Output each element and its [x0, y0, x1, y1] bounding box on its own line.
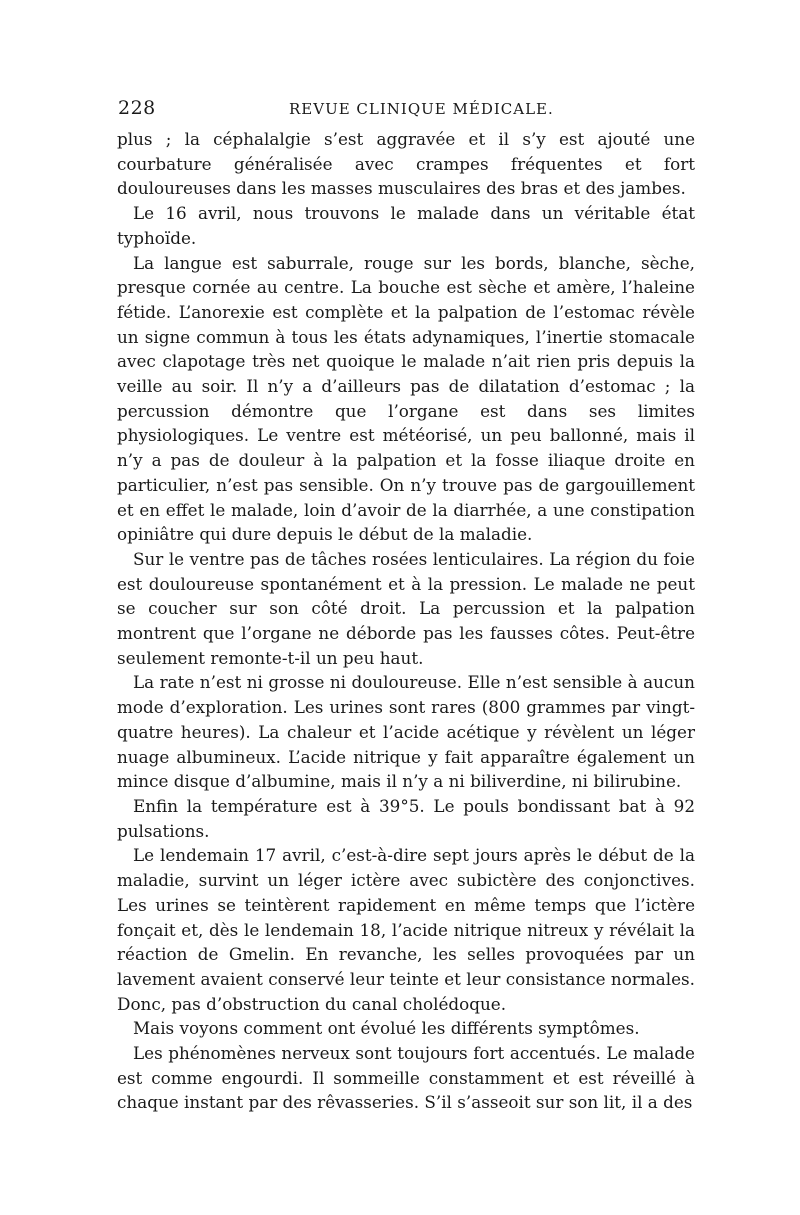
paragraph: Enfin la température est à 39°5. Le pouls bondissant bat à 92 pulsations.	[117, 795, 695, 841]
page-number: 228	[118, 97, 156, 119]
paragraph: Les phénomènes nerveux sont toujours fort accentués. Le malade est comme engourdi. Il sommeille constamment et est réveillé à chaque instant par des rêvasseries. S’il s’asseoit sur son lit, il a des	[117, 1043, 695, 1113]
paragraph: Mais voyons comment ont évolué les différents symptômes.	[133, 1018, 640, 1039]
paragraph: La rate n’est ni grosse ni douloureuse. Elle n’est sensible à aucun mode d’exploration. Les urines sont rares (800 grammes par vingt-quatre heures). La chaleur et l’acide acétique y révèlent un léger nuage albumineux. L’acide nitrique y fait apparaître également un mince disque d’albumine, mais il n’y a ni biliverdine, ni bilirubine.	[117, 672, 695, 792]
page-header	[118, 97, 693, 121]
body-text	[117, 127, 695, 1115]
paragraph: Le lendemain 17 avril, c’est-à-dire sept jours après le début de la maladie, survint un léger ictère avec subictère des conjonctives. Les urines se teintèrent rapidement en même temps que l’ictère fonçait et, dès le lendemain 18, l’acide nitrique nitreux y révélait la réaction de Gmelin. En revanche, les selles provoquées par un lavement avaient conservé leur teinte et leur consistance normales. Donc, pas d’obstruction du canal cholédoque.	[117, 845, 695, 1014]
paragraph: Le 16 avril, nous trouvons le malade dans un véritable état typhoïde.	[117, 203, 695, 248]
running-title: REVUE CLINIQUE MÉDICALE.	[289, 100, 554, 118]
paragraph: Sur le ventre pas de tâches rosées lenticulaires. La région du foie est douloureuse spontanément et à la pression. Le malade ne peut se coucher sur son côté droit. La percussion et la palpation montrent que l’organe ne déborde pas les fausses côtes. Peut-être seulement remonte-t-il un peu haut.	[117, 548, 695, 668]
paragraph: La langue est saburrale, rouge sur les bords, blanche, sèche, presque cornée au centre. La bouche est sèche et amère, l’haleine fétide. L’anorexie est complète et la palpation de l’estomac révèle un signe commun à tous les états adynamiques, l’inertie stomacale avec clapotage très net quoique le malade n’ait rien pris depuis la veille au soir. Il n’y a d’ailleurs pas de dilatation d’estomac ; la percussion démontre que l’organe est dans ses limites physiologiques. Le ventre est météorisé, un peu ballonné, mais il n’y a pas de douleur à la palpation et la fosse iliaque droite en particulier, n’est pas sensible. On n’y trouve pas de gargouillement et en effet le malade, loin d’avoir de la diarrhée, a une constipation opiniâtre qui dure depuis le début de la maladie.	[117, 252, 695, 545]
paragraph-continuation: plus ; la céphalalgie s’est aggravée et il s’y est ajouté une courbature généralisée avec crampes fréquentes et fort douloureuses dans les masses musculaires des bras et des jambes.	[117, 129, 695, 199]
